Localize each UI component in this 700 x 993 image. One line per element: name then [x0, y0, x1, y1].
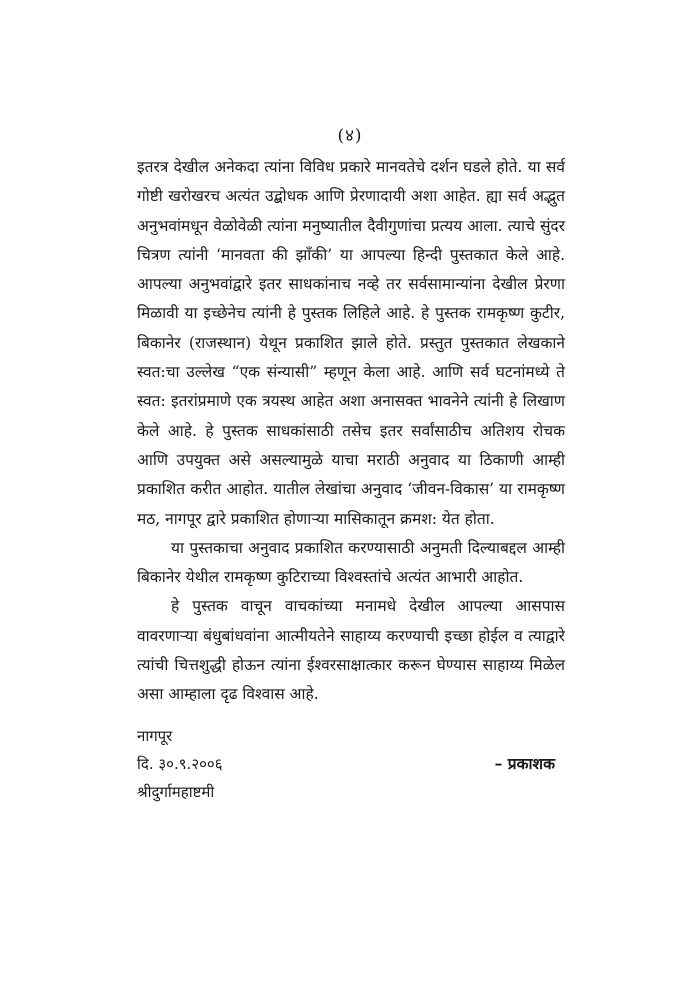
- signoff-occasion: श्रीदुर्गामहाष्टमी: [137, 783, 215, 801]
- signoff-publisher: – प्रकाशक: [494, 754, 555, 773]
- paragraph-2: या पुस्तकाचा अनुवाद प्रकाशित करण्यासाठी अनुमती दिल्याबद्दल आम्ही बिकानेर येथील रामकृष्ण कुटिराच्या विश्वस्तांचे अत्यंत आभारी आहोत.: [137, 538, 565, 587]
- signoff-date-line: [137, 750, 565, 778]
- paragraph-1: इतरत्र देखील अनेकदा त्यांना विविध प्रकारे मानवतेचे दर्शन घडले होते. या सर्व गोष्टी खरोखरच अत्यंत उद्बोधक आणि प्रेरणादायी अशा आहेत. ह्या सर्व अद्भुत अनुभवांमधून वेळोवेळी त्यांना मनुष्यातील दैवीगुणांचा प्रत्यय आला. त्याचे सुंदर चित्रण त्यांनी ‘मानवता की झाँकी’ या आपल्या हिन्दी पुस्तकात केले आहे. आपल्या अनुभवांद्वारे इतर साधकांनाच नव्हे तर सर्वसामान्यांना देखील प्रेरणा मिळावी या इच्छेनेच त्यांनी हे पुस्तक लिहिले आहे. हे पुस्तक रामकृष्ण कुटीर, बिकानेर (राजस्थान) येथून प्रकाशित झाले होते. प्रस्तुत पुस्तकात लेखकाने स्वत:चा उल्लेख “एक संन्यासी” म्हणून केला आहे. आणि सर्व घटनांमध्ये ते स्वत: इतरांप्रमाणे एक त्रयस्थ आहेत अशा अनासक्त भावनेने त्यांनी हे लिखाण केले आहे. हे पुस्तक साधकांसाठी तसेच इतर सर्वांसाठीच अतिशय रोचक आणि उपयुक्त असे असल्यामुळे याचा मराठी अनुवाद या ठिकाणी आम्ही प्रकाशित करीत आहोत. यातील लेखांचा अनुवाद ‘जीवन-विकास’ या रामकृष्ण मठ, नागपूर द्वारे प्रकाशित होणाऱ्या मासिकातून क्रमश: येत होता.: [137, 158, 565, 528]
- signoff-date: दि. ३०.९.२००६: [137, 755, 223, 773]
- signoff-place: नागपूर: [137, 727, 173, 745]
- page-number: (४): [337, 126, 363, 146]
- signoff-block: [137, 722, 565, 806]
- paragraph-3: हे पुस्तक वाचून वाचकांच्या मनामधे देखील आपल्या आसपास वावरणाऱ्या बंधुबांधवांना आत्मीयतेने साहाय्य करण्याची इच्छा होईल व त्याद्वारे त्यांची चित्तशुद्धी होऊन त्यांना ईश्वरसाक्षात्कार करून घेण्यास साहाय्य मिळेल असा आम्हाला दृढ विश्वास आहे.: [137, 597, 565, 704]
- preface-body: [137, 153, 565, 710]
